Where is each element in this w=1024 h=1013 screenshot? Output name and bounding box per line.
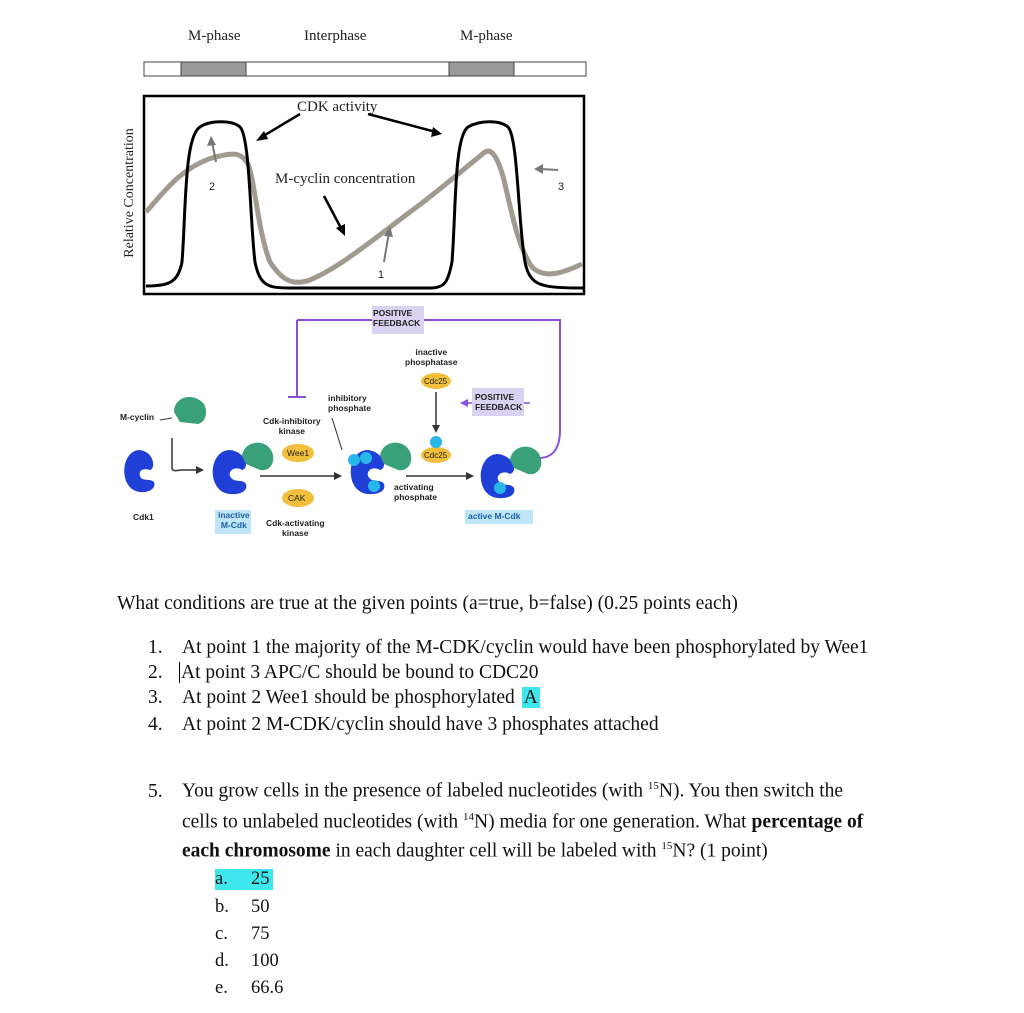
option-d[interactable] — [215, 951, 279, 972]
option-value: 25 — [251, 869, 270, 889]
statement-text: At point 2 M-CDK/cyclin should have 3 phosphates attached — [182, 714, 659, 735]
statement-text: At point 2 Wee1 should be phosphorylated — [182, 687, 515, 708]
phase-label-mphase-2: M-phase — [460, 28, 513, 44]
statement-3 — [148, 687, 540, 709]
q5-text: N? (1 point) — [672, 840, 768, 862]
cdk1-label: Cdk1 — [133, 512, 154, 522]
statement-text: At point 3 APC/C should be bound to CDC20 — [181, 662, 539, 683]
option-c[interactable] — [215, 924, 270, 945]
cdk-inhibitory-kinase-label: Cdk-inhibitory kinase — [263, 416, 321, 436]
statement-text: At point 1 the majority of the M-CDK/cyclin would have been phosphorylated by Wee1 — [182, 637, 869, 658]
q5-bold-text: percentage of — [751, 811, 864, 833]
q5-text: N) media for one generation. What — [474, 811, 752, 833]
inhibitory-phosphate-label: inhibitory phosphate — [328, 393, 371, 413]
statement-2 — [148, 662, 539, 684]
option-e[interactable] — [215, 978, 283, 999]
statement-number: 2. — [148, 662, 163, 683]
superscript: 15 — [661, 840, 673, 852]
statement-number: 3. — [148, 687, 163, 708]
answer-highlight[interactable]: A — [523, 687, 538, 708]
statement-4 — [148, 714, 659, 736]
wee1-label: Wee1 — [287, 448, 310, 458]
question-intro: What conditions are true at the given points (a=true, b=false) (0.25 points each) — [117, 593, 738, 614]
q5-number: 5. — [148, 780, 163, 802]
q5-text: cells to unlabeled nucleotides (with — [182, 811, 464, 833]
option-letter: b. — [215, 897, 229, 917]
positive-feedback-right: POSITIVE FEEDBACK — [475, 392, 523, 412]
cdc25-bottom: Cdc25 — [424, 451, 448, 460]
q5-line-1 — [148, 780, 843, 803]
positive-feedback-top: POSITIVE FEEDBACK — [373, 308, 421, 328]
phase-label-mphase-1: M-phase — [188, 28, 241, 44]
q5-bold-text: each chromosome — [182, 840, 331, 862]
phase-bar — [140, 60, 590, 80]
option-value: 100 — [251, 951, 279, 971]
option-a[interactable] — [215, 869, 273, 890]
option-letter: a. — [215, 869, 228, 889]
cak-label: CAK — [288, 493, 306, 503]
y-axis-label: Relative Concentration — [122, 128, 137, 258]
option-letter: d. — [215, 951, 229, 971]
option-letter: c. — [215, 924, 228, 944]
activating-phosphate-label: activating phosphate — [394, 482, 437, 502]
point-label-3: 3 — [558, 181, 565, 193]
cdc25-top: Cdc25 — [424, 377, 448, 386]
cdk-activity-label: CDK activity — [297, 99, 378, 115]
superscript: 15 — [647, 780, 659, 792]
statement-1 — [148, 637, 868, 659]
phase-label-interphase: Interphase — [304, 28, 367, 44]
option-b[interactable] — [215, 897, 270, 918]
concentration-graph — [140, 92, 590, 302]
cdk-activating-kinase-label: Cdk-activating kinase — [266, 518, 325, 538]
point-label-1: 1 — [378, 269, 385, 281]
q5-text: in each daughter cell will be labeled with — [330, 840, 662, 862]
option-value: 66.6 — [251, 978, 284, 998]
point-label-2: 2 — [209, 181, 216, 193]
statement-number: 1. — [148, 637, 163, 658]
q5-text: You grow cells in the presence of labeled nucleotides (with — [182, 780, 648, 802]
option-value: 50 — [251, 897, 270, 917]
active-mcdk-label: active M-Cdk — [468, 511, 521, 521]
superscript: 14 — [463, 811, 475, 823]
mcyclin-concentration-label: M-cyclin concentration — [275, 171, 416, 187]
statement-number: 4. — [148, 714, 163, 735]
option-letter: e. — [215, 978, 228, 998]
mcyclin-label: M-cyclin — [120, 412, 155, 422]
q5-text: N). You then switch the — [658, 780, 844, 802]
option-value: 75 — [251, 924, 270, 944]
q5-line-3 — [182, 840, 768, 863]
inactive-mcdk-label: inactive M-Cdk — [218, 510, 250, 530]
inactive-phosphatase-label: inactive phosphatase — [405, 347, 458, 367]
q5-line-2 — [182, 811, 863, 834]
